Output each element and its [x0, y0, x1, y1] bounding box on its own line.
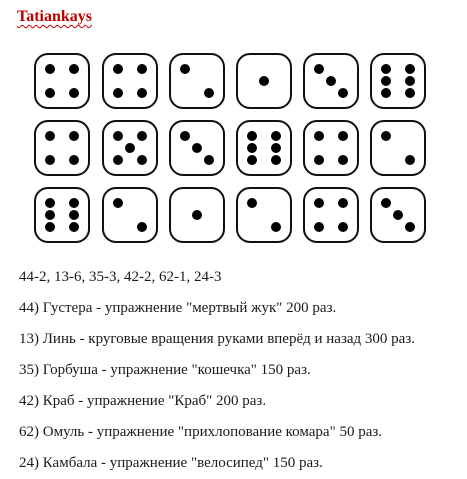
die-pip [192, 143, 202, 153]
die-pip [45, 88, 55, 98]
die-pip [314, 64, 324, 74]
die-face-3 [303, 53, 359, 109]
die-pip [69, 131, 79, 141]
die-pip [113, 88, 123, 98]
die-face-4 [303, 187, 359, 243]
die-pip [204, 155, 214, 165]
die-face-3 [169, 120, 225, 176]
die-pip [381, 88, 391, 98]
die-pip [338, 155, 348, 165]
die-pip [247, 198, 257, 208]
die-face-1 [169, 187, 225, 243]
die-pip [393, 210, 403, 220]
die-pip [137, 64, 147, 74]
die-pip [204, 88, 214, 98]
die-pip [69, 210, 79, 220]
die-face-4 [34, 120, 90, 176]
exercise-line-1: 44) Густера - упражнение "мертвый жук" 200 раз. [19, 300, 337, 316]
die-pip [137, 88, 147, 98]
die-face-2 [102, 187, 158, 243]
die-pip [113, 64, 123, 74]
die-pip [338, 131, 348, 141]
die-pip [314, 222, 324, 232]
die-pip [338, 198, 348, 208]
die-pip [326, 76, 336, 86]
exercise-line-3: 35) Горбуша - упражнение "кошечка" 150 раз. [19, 362, 311, 378]
die-pip [314, 131, 324, 141]
die-pip [180, 131, 190, 141]
die-face-2 [169, 53, 225, 109]
die-pip [405, 88, 415, 98]
die-pip [45, 198, 55, 208]
die-pip [45, 210, 55, 220]
die-pip [271, 143, 281, 153]
die-pip [45, 155, 55, 165]
die-pip [405, 155, 415, 165]
die-face-4 [303, 120, 359, 176]
die-face-3 [370, 187, 426, 243]
die-pip [381, 64, 391, 74]
die-pip [338, 88, 348, 98]
die-pip [137, 222, 147, 232]
die-pip [338, 222, 348, 232]
die-face-5 [102, 120, 158, 176]
die-pip [45, 222, 55, 232]
text-block [19, 262, 464, 479]
die-pip [381, 76, 391, 86]
die-pip [314, 198, 324, 208]
die-pip [69, 198, 79, 208]
die-pip [314, 155, 324, 165]
die-pip [69, 88, 79, 98]
die-pip [45, 64, 55, 74]
die-pip [113, 131, 123, 141]
die-pip [259, 76, 269, 86]
die-pip [137, 131, 147, 141]
die-pip [405, 222, 415, 232]
die-pip [69, 64, 79, 74]
die-face-2 [370, 120, 426, 176]
die-pip [113, 198, 123, 208]
die-face-1 [236, 53, 292, 109]
die-pip [69, 222, 79, 232]
die-pip [247, 131, 257, 141]
die-face-6 [236, 120, 292, 176]
die-pip [381, 131, 391, 141]
exercise-line-6: 24) Камбала - упражнение "велосипед" 150 раз. [19, 455, 323, 471]
die-pip [271, 131, 281, 141]
exercise-line-4: 42) Краб - упражнение "Краб" 200 раз. [19, 393, 267, 409]
die-pip [113, 155, 123, 165]
die-pip [192, 210, 202, 220]
die-pip [381, 198, 391, 208]
exercise-line-5: 62) Омуль - упражнение "прихлопование комара" 50 раз. [19, 424, 383, 440]
author-signature: Tatiankays [17, 8, 92, 25]
die-pip [247, 155, 257, 165]
die-pip [180, 64, 190, 74]
die-pip [125, 143, 135, 153]
die-face-6 [370, 53, 426, 109]
die-pip [405, 76, 415, 86]
die-face-4 [34, 53, 90, 109]
die-pip [69, 155, 79, 165]
die-face-2 [236, 187, 292, 243]
die-pip [271, 222, 281, 232]
die-pip [247, 143, 257, 153]
dice-sequence: 44-2, 13-6, 35-3, 42-2, 62-1, 24-3 [19, 269, 222, 285]
die-face-6 [34, 187, 90, 243]
exercise-line-2: 13) Линь - круговые вращения руками вперёд и назад 300 раз. [19, 331, 416, 347]
die-pip [405, 64, 415, 74]
die-pip [271, 155, 281, 165]
die-face-4 [102, 53, 158, 109]
die-pip [137, 155, 147, 165]
die-pip [45, 131, 55, 141]
